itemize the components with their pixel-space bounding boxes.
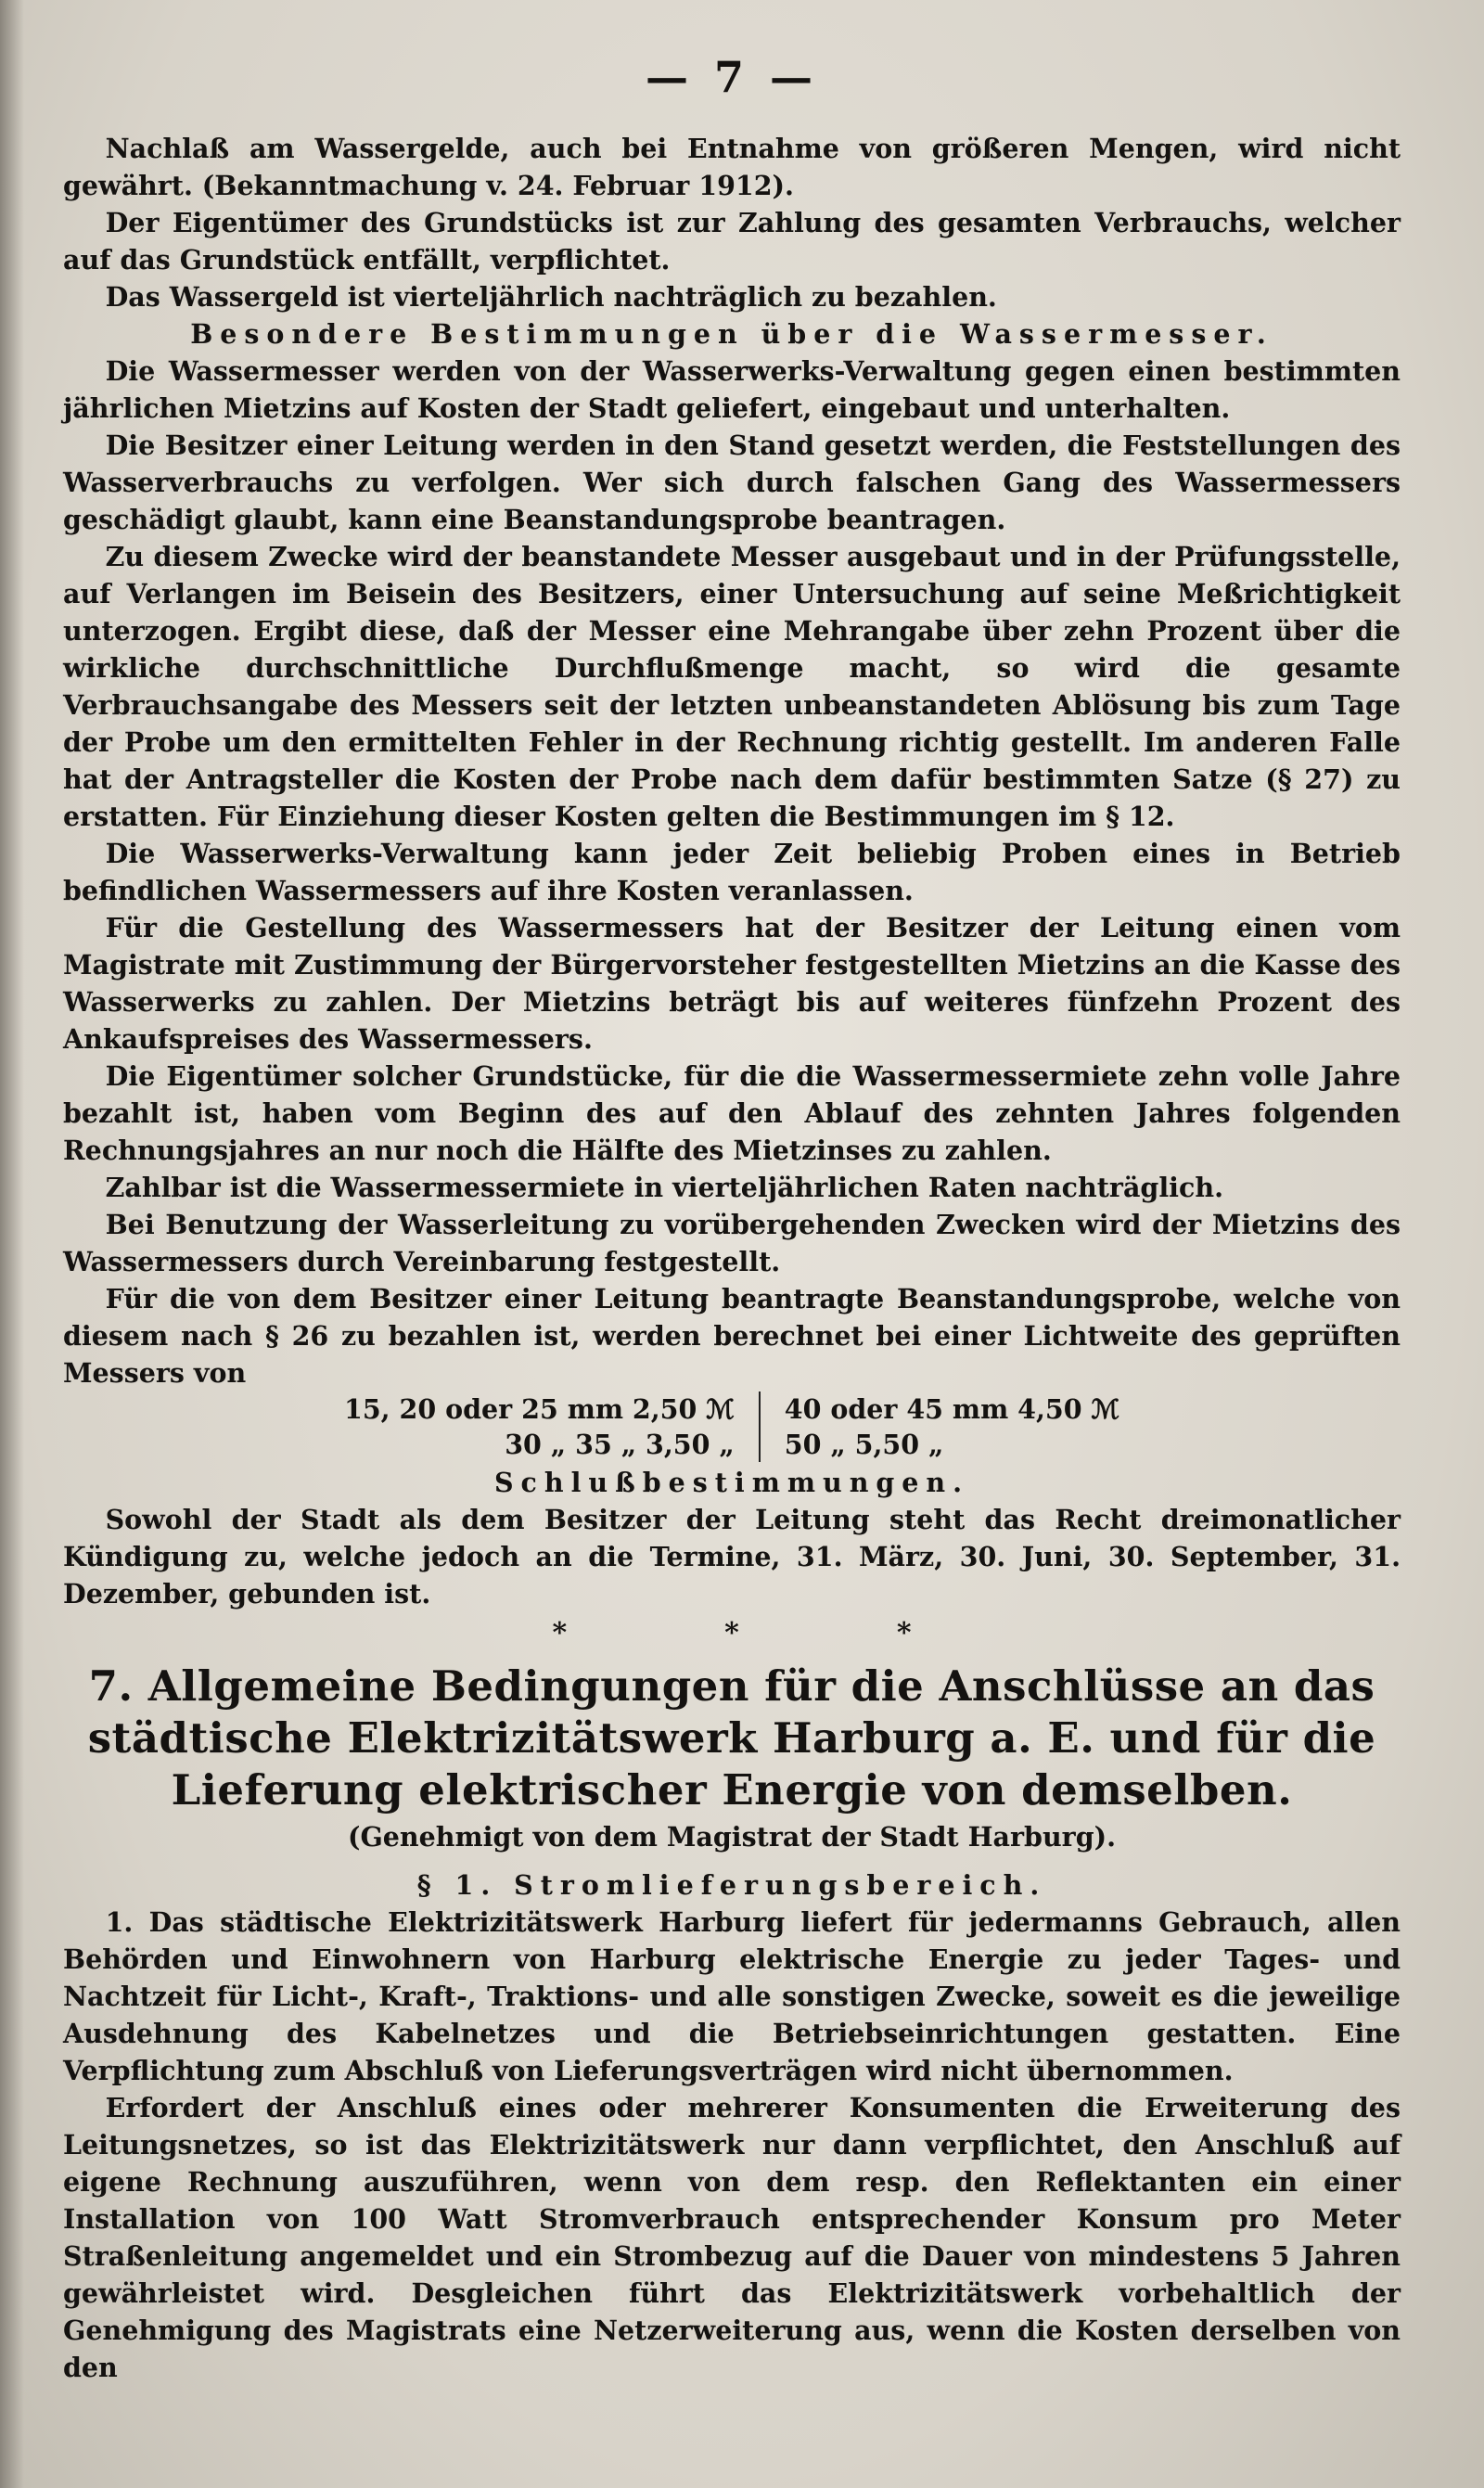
fee-row: 40 oder 45 mm 4,50 ℳ (784, 1393, 1119, 1425)
paragraph: Die Wassermesser werden von der Wasserwerks-Verwaltung gegen einen bestimmten jährlichen Mietzins auf Kosten der Stadt geliefert, eingebaut und unterhalten. (63, 355, 1401, 424)
paragraph: Die Eigentümer solcher Grundstücke, für die die Wassermessermiete zehn volle Jahre bezahlt ist, haben vom Beginn des auf den Ablauf des zehnten Jahres folgenden Rechnungsjahres an nur noch die Hälfte des Mietzinses zu zahlen. (63, 1060, 1401, 1166)
divider-star: * (552, 1617, 568, 1649)
paragraph: Für die Gestellung des Wassermessers hat der Besitzer der Leitung einen vom Magistrate mit Zustimmung der Bürgervorsteher festgestellten Mietzins an die Kasse des Wasserwerks zu zahlen. Der Mietzins beträgt bis auf weiteres fünfzehn Prozent des Ankaufspreises des Wassermessers. (63, 912, 1401, 1055)
paragraph: Für die von dem Besitzer einer Leitung beantragte Beanstandungsprobe, welche von diesem nach § 26 zu bezahlen ist, werden berechnet bei einer Lichtweite des geprüften Messers von (63, 1283, 1401, 1389)
section-title: 7. Allgemeine Bedingungen für die Anschlüsse an das städtische Elektrizitätswerk Harburg a. E. und für die Lieferung elektrischer Energie von demselben. (87, 1661, 1376, 1815)
fee-column-left (320, 1391, 761, 1462)
page-number: — 7 — (645, 52, 819, 102)
paragraph: Zahlbar ist die Wassermessermiete in vierteljährlichen Raten nachträglich. (105, 1172, 1223, 1203)
fee-row: 30 „ 35 „ 3,50 „ (505, 1429, 735, 1460)
fee-table (63, 1391, 1401, 1462)
approval-note: (Genehmigt von dem Magistrat der Stadt Harburg). (347, 1821, 1117, 1853)
paragraph: Der Eigentümer des Grundstücks ist zur Zahlung des gesamten Verbrauchs, welcher auf das Grundstück entfällt, verpflichtet. (63, 207, 1401, 276)
paragraph: Nachlaß am Wassergelde, auch bei Entnahme von größeren Mengen, wird nicht gewährt. (Bekanntmachung v. 24. Februar 1912). (63, 133, 1401, 201)
paragraph: Zu diesem Zwecke wird der beanstandete Messer ausgebaut und in der Prüfungsstelle, auf Verlangen im Beisein des Besitzers, einer Untersuchung auf seine Meßrichtigkeit unterzogen. Ergibt diese, daß der Messer eine Mehrangabe über zehn Prozent über die wirkliche durchschnittliche Durchflußmenge macht, so wird die gesamte Verbrauchsangabe des Messers seit der letzten unbeanstandeten Ablösung bis zum Tage der Probe um den ermittelten Fehler in der Rechnung richtig gestellt. Im anderen Falle hat der Antragsteller die Kosten der Probe nach dem dafür bestimmten Satze (§ 27) zu erstatten. Für Einziehung dieser Kosten gelten die Bestimmungen im § 12. (63, 541, 1401, 832)
heading-water-meter: Besondere Bestimmungen über die Wassermesser. (190, 318, 1273, 350)
divider-star: * (724, 1617, 739, 1649)
paragraph: Bei Benutzung der Wasserleitung zu vorübergehenden Zwecken wird der Mietzins des Wassermessers durch Vereinbarung festgestellt. (63, 1209, 1401, 1277)
fee-column-right (761, 1391, 1144, 1462)
fee-row: 50 „ 5,50 „ (784, 1429, 944, 1460)
divider-star: * (896, 1617, 912, 1649)
paragraph: Die Wasserwerks-Verwaltung kann jeder Zeit beliebig Proben eines in Betrieb befindlichen Wassermessers auf ihre Kosten veranlassen. (63, 838, 1401, 906)
paragraph: Erfordert der Anschluß eines oder mehrerer Konsumenten die Erweiterung des Leitungsnetzes, so ist das Elektrizitätswerk nur dann verpflichtet, den Anschluß auf eigene Rechnung auszuführen, wenn von dem resp. den Reflektanten ein einer Installation von 100 Watt Stromverbrauch entsprechender Konsum pro Meter Straßenleitung angemeldet und ein Strombezug auf die Dauer von mindestens 5 Jahren gewährleistet wird. Desgleichen führt das Elektrizitätswerk vorbehaltlich der Genehmigung des Magistrats eine Netzerweiterung aus, wenn die Kosten derselben von den (63, 2092, 1401, 2383)
paragraph: 1. Das städtische Elektrizitätswerk Harburg liefert für jedermanns Gebrauch, allen Behörden und Einwohnern von Harburg elektrische Energie zu jeder Tages- und Nachtzeit für Licht-, Kraft-, Traktions- und alle sonstigen Zwecke, soweit es die jeweilige Ausdehnung des Kabelnetzes und die Betriebseinrichtungen gestatten. Eine Verpflichtung zum Abschluß von Lieferungsverträgen wird nicht übernommen. (63, 1906, 1401, 2086)
heading-section-1: § 1. Stromlieferungsbereich. (416, 1869, 1047, 1901)
section-divider (63, 1617, 1401, 1649)
paragraph: Sowohl der Stadt als dem Besitzer der Leitung steht das Recht dreimonatlicher Kündigung zu, welche jedoch an die Termine, 31. März, 30. Juni, 30. September, 31. Dezember, gebunden ist. (63, 1504, 1401, 1610)
paragraph: Das Wassergeld ist vierteljährlich nachträglich zu bezahlen. (105, 281, 997, 313)
binding-shadow (0, 0, 24, 2488)
heading-final-provisions: Schlußbestimmungen. (493, 1467, 970, 1498)
fee-row: 15, 20 oder 25 mm 2,50 ℳ (344, 1393, 735, 1425)
paragraph: Die Besitzer einer Leitung werden in den Stand gesetzt werden, die Feststellungen des Wasserverbrauchs zu verfolgen. Wer sich durch falschen Gang des Wassermessers geschädigt glaubt, kann eine Beanstandungsprobe beantragen. (63, 430, 1401, 535)
